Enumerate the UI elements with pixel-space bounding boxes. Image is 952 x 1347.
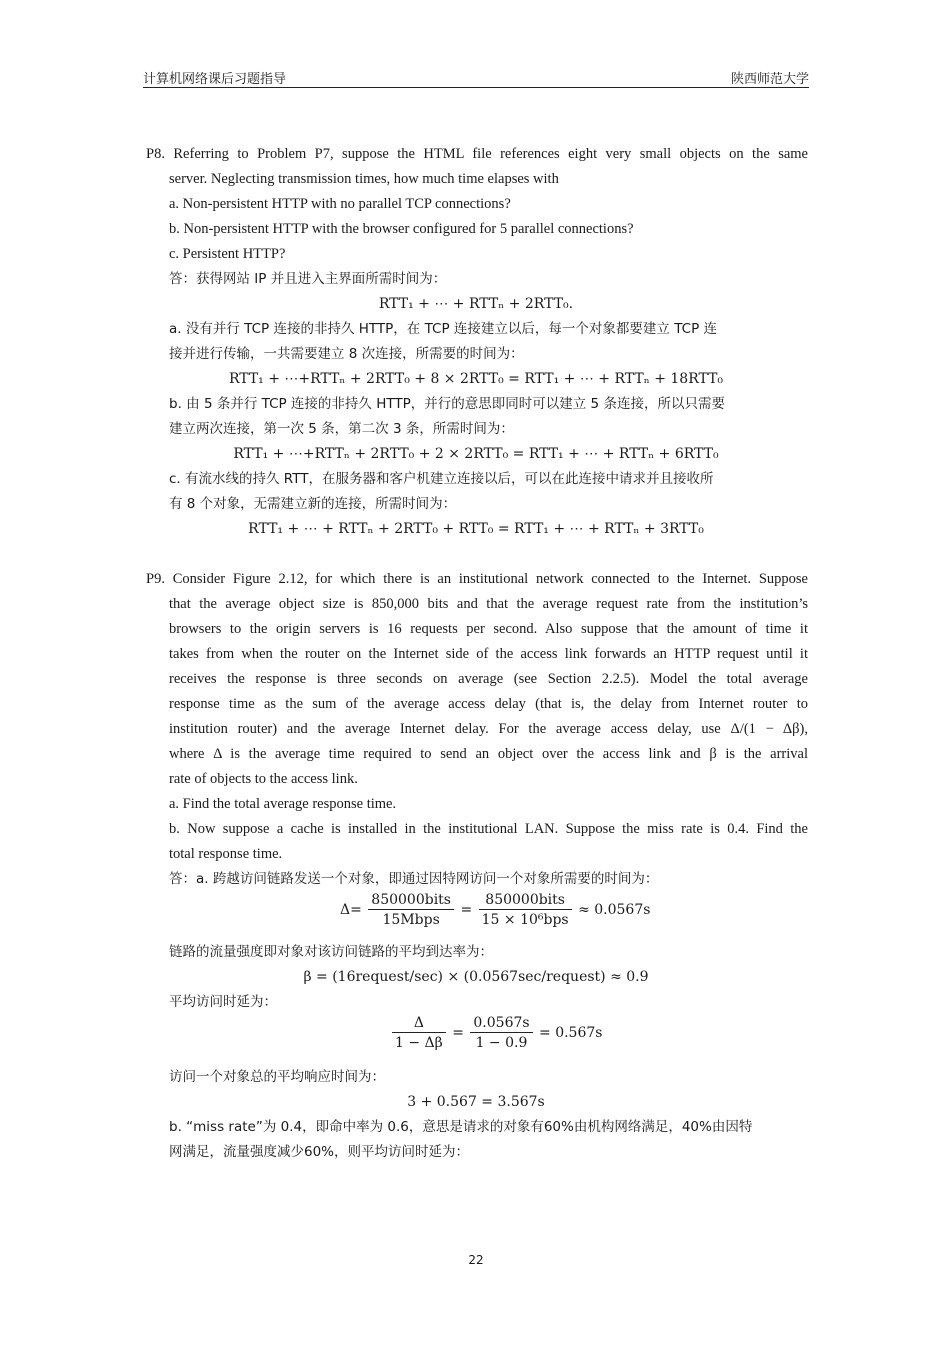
p9-question-b-line-2: total response time. xyxy=(169,846,283,862)
fraction-size-over-rate xyxy=(368,892,454,928)
p9-question-a: a. Find the total average response time. xyxy=(169,796,397,812)
page-number: 22 xyxy=(468,1253,484,1267)
p9-question-line-3: browsers to the origin servers is 16 requests per second. Also suppose that the amount of time it xyxy=(169,621,808,637)
header-left: 计算机网络课后习题指导 xyxy=(143,72,287,87)
p9-question-line-8: where Δ is the average time required to send an object over the access link and β is the arrival xyxy=(169,746,808,762)
p8-equation-base: RTT₁ + ⋯ + RTTₙ + 2RTT₀. xyxy=(378,296,574,312)
beta-equation: β = (16request/sec) × (0.0567sec/request) ≈ 0.9 xyxy=(303,969,649,985)
p8-question-a: a. Non-persistent HTTP with no parallel TCP connections? xyxy=(169,196,511,212)
fraction-denominator: 1 − Δβ xyxy=(395,1035,443,1051)
p8-answer-b-line-2: 建立两次连接，第一次 5 条，第二次 3 条，所需时间为： xyxy=(169,421,514,437)
fraction-numerator: 850000bits xyxy=(479,892,572,910)
p8-equation-a: RTT₁ + ⋯+RTTₙ + 2RTT₀ + 8 × 2RTT₀ = RTT₁ + ⋯ + RTTₙ + 18RTT₀ xyxy=(228,371,724,387)
equals-sign: = xyxy=(460,902,473,918)
p8-equation-c: RTT₁ + ⋯ + RTTₙ + 2RTT₀ + RTT₀ = RTT₁ + ⋯ + RTTₙ + 3RTT₀ xyxy=(248,521,704,537)
p8-question-line-2: server. Neglecting transmission times, how much time elapses with xyxy=(169,171,559,187)
p9-answer-intro: 答：a. 跨越访问链路发送一个对象，即通过因特网访问一个对象所需要的时间为： xyxy=(169,871,659,887)
fraction-denominator: 1 − 0.9 xyxy=(475,1035,528,1051)
access-delay-result: = 0.567s xyxy=(539,1025,603,1041)
fraction-denominator: 15 × 10⁶bps xyxy=(481,912,569,928)
p9-question-line-1: P9. Consider Figure 2.12, for which there is an institutional network connected to the Internet. Suppose xyxy=(146,571,808,587)
p8-equation-b: RTT₁ + ⋯+RTTₙ + 2RTT₀ + 2 × 2RTT₀ = RTT₁ + ⋯ + RTTₙ + 6RTT₀ xyxy=(233,446,719,462)
fraction-numerator: 0.0567s xyxy=(470,1015,532,1033)
traffic-intensity-label: 链路的流量强度即对象对该访问链路的平均到达率为： xyxy=(169,944,493,960)
p9-question-b-line-1: b. Now suppose a cache is installed in the institutional LAN. Suppose the miss rate is 0.4. Find the xyxy=(169,821,808,837)
p9-question-line-7: institution router) and the average Internet delay. For the average access delay, use Δ/(1 − Δβ), xyxy=(169,721,808,737)
access-delay-label: 平均访问时延为： xyxy=(169,994,277,1010)
p9-question-line-5: receives the response is three seconds on average (see Section 2.2.5). Model the total average xyxy=(169,671,808,687)
fraction-numerator: Δ xyxy=(392,1015,446,1033)
p9-question-line-9: rate of objects to the access link. xyxy=(169,771,358,787)
fraction-denominator: 15Mbps xyxy=(382,912,440,928)
fraction-size-over-rate-expanded xyxy=(479,892,572,928)
p9-question-line-6: response time as the sum of the average access delay (that is, the delay from Internet router to xyxy=(169,696,808,712)
p9-question-line-2: that the average object size is 850,000 bits and that the average request rate from the institution’s xyxy=(169,596,808,612)
equals-sign: = xyxy=(452,1025,464,1041)
p8-answer-a-line-2: 接并进行传输，一共需要建立 8 次连接，所需要的时间为： xyxy=(169,346,524,362)
total-response-equation: 3 + 0.567 = 3.567s xyxy=(407,1094,545,1110)
p9-answer-b-line-1: b. “miss rate”为 0.4，即命中率为 0.6，意思是请求的对象有60%由机构网络满足，40%由因特 xyxy=(169,1119,753,1135)
fraction-delta-over-one-minus xyxy=(392,1015,446,1051)
p8-question-b: b. Non-persistent HTTP with the browser configured for 5 parallel connections? xyxy=(169,221,634,237)
p8-answer-intro: 答：获得网站 IP 并且进入主界面所需时间为： xyxy=(169,271,447,287)
p8-answer-a-line-1: a. 没有并行 TCP 连接的非持久 HTTP，在 TCP 连接建立以后，每一个对象都要建立 TCP 连 xyxy=(169,321,718,337)
access-delay-equation xyxy=(390,1015,602,1051)
header-right: 陕西师范大学 xyxy=(730,72,809,87)
p9-answer-b-line-2: 网满足，流量强度减少60%，则平均访问时延为： xyxy=(169,1144,470,1160)
p9-question-line-4: takes from when the router on the Internet side of the access link forwards an HTTP request until it xyxy=(169,646,808,662)
p8-question-c: c. Persistent HTTP? xyxy=(169,246,286,262)
delta-equation xyxy=(340,892,650,928)
delta-lhs: Δ= xyxy=(340,902,362,918)
fraction-numeric xyxy=(470,1015,532,1051)
p8-question-line-1: P8. Referring to Problem P7, suppose the HTML file references eight very small objects on the same xyxy=(146,146,808,162)
total-response-label: 访问一个对象总的平均响应时间为： xyxy=(169,1069,385,1085)
header-rule xyxy=(143,87,809,88)
p8-answer-c-line-2: 有 8 个对象，无需建立新的连接，所需时间为： xyxy=(169,496,457,512)
fraction-numerator: 850000bits xyxy=(368,892,454,910)
p8-answer-c-line-1: c. 有流水线的持久 RTT，在服务器和客户机建立连接以后，可以在此连接中请求并且接收所 xyxy=(169,471,714,487)
delta-result: ≈ 0.0567s xyxy=(578,902,651,918)
p8-answer-b-line-1: b. 由 5 条并行 TCP 连接的非持久 HTTP，并行的意思即同时可以建立 5 条连接，所以只需要 xyxy=(169,396,725,412)
